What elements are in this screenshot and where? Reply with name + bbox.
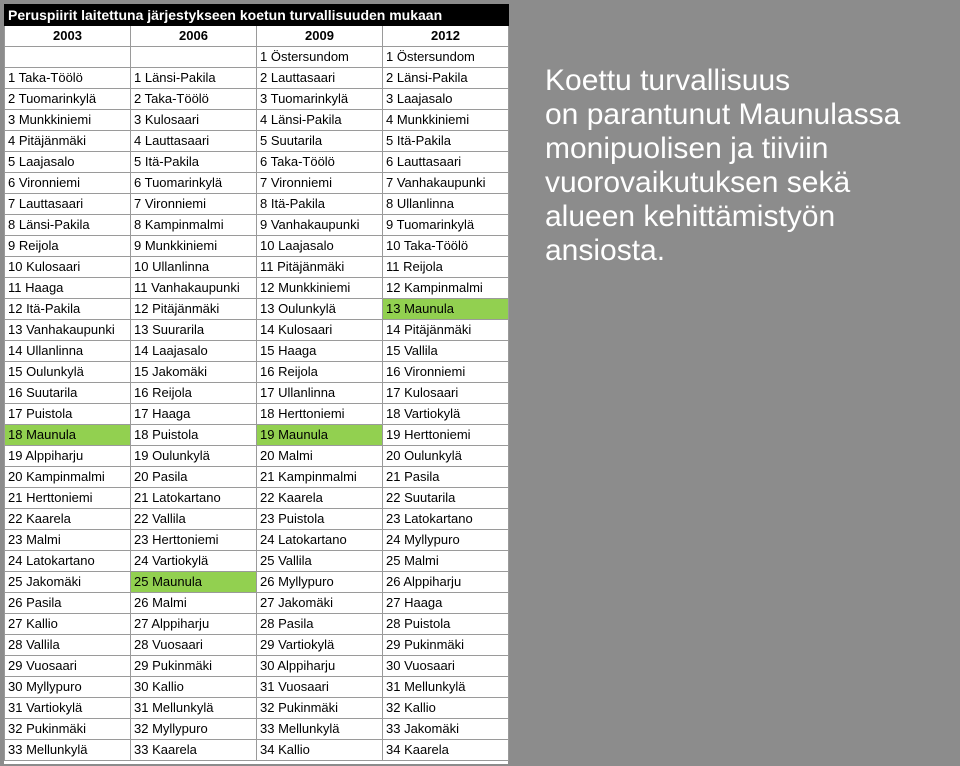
table-cell: 2 Tuomarinkylä xyxy=(5,89,131,110)
table-cell: 9 Tuomarinkylä xyxy=(383,215,509,236)
table-cell: 12 Itä-Pakila xyxy=(5,299,131,320)
table-cell: 7 Vanhakaupunki xyxy=(383,173,509,194)
table-cell: 7 Lauttasaari xyxy=(5,194,131,215)
table-cell: 13 Oulunkylä xyxy=(257,299,383,320)
table-cell: 16 Reijola xyxy=(257,362,383,383)
table-cell: 33 Mellunkylä xyxy=(257,719,383,740)
table-row xyxy=(5,341,509,362)
caption-line: ansiosta. xyxy=(545,234,666,267)
table-cell: 28 Vuosaari xyxy=(131,635,257,656)
table-cell: 28 Puistola xyxy=(383,614,509,635)
table-cell: 31 Vartiokylä xyxy=(5,698,131,719)
table-cell: 29 Vartiokylä xyxy=(257,635,383,656)
table-row xyxy=(5,509,509,530)
table-cell: 30 Myllypuro xyxy=(5,677,131,698)
table-cell: 16 Reijola xyxy=(131,383,257,404)
table-row xyxy=(5,194,509,215)
table-cell: 18 Herttoniemi xyxy=(257,404,383,425)
table-row xyxy=(5,467,509,488)
table-cell: 16 Vironniemi xyxy=(383,362,509,383)
table-row xyxy=(5,173,509,194)
table-cell: 24 Vartiokylä xyxy=(131,551,257,572)
table-cell: 1 Östersundom xyxy=(383,47,509,68)
table-cell: 13 Maunula xyxy=(383,299,509,320)
table-row xyxy=(5,551,509,572)
table-cell: 16 Suutarila xyxy=(5,383,131,404)
table-cell: 14 Kulosaari xyxy=(257,320,383,341)
table-row xyxy=(5,635,509,656)
table-cell: 30 Alppiharju xyxy=(257,656,383,677)
table-row xyxy=(5,131,509,152)
table-cell: 4 Länsi-Pakila xyxy=(257,110,383,131)
table-cell: 17 Ullanlinna xyxy=(257,383,383,404)
table-title-row xyxy=(5,5,509,26)
table-cell: 1 Länsi-Pakila xyxy=(131,68,257,89)
table-row xyxy=(5,488,509,509)
table-cell: 30 Vuosaari xyxy=(383,656,509,677)
table-cell: 19 Oulunkylä xyxy=(131,446,257,467)
table-cell: 22 Vallila xyxy=(131,509,257,530)
table-cell: 20 Kampinmalmi xyxy=(5,467,131,488)
table-header-row xyxy=(5,26,509,47)
table-cell: 7 Vironniemi xyxy=(257,173,383,194)
table-cell: 17 Kulosaari xyxy=(383,383,509,404)
table-cell: 19 Maunula xyxy=(257,425,383,446)
table-row xyxy=(5,383,509,404)
table-cell: 27 Kallio xyxy=(5,614,131,635)
table-row xyxy=(5,593,509,614)
table-cell: 10 Laajasalo xyxy=(257,236,383,257)
table-cell: 29 Vuosaari xyxy=(5,656,131,677)
table-row xyxy=(5,530,509,551)
table-cell: 13 Suurarila xyxy=(131,320,257,341)
table-row xyxy=(5,404,509,425)
table-cell: 11 Reijola xyxy=(383,257,509,278)
table-cell: 23 Latokartano xyxy=(383,509,509,530)
table-cell: 18 Puistola xyxy=(131,425,257,446)
table-row xyxy=(5,236,509,257)
table-cell: 13 Vanhakaupunki xyxy=(5,320,131,341)
table-cell: 5 Suutarila xyxy=(257,131,383,152)
table-cell: 23 Puistola xyxy=(257,509,383,530)
caption-line: alueen kehittämistyön xyxy=(545,200,836,233)
table-cell: 23 Malmi xyxy=(5,530,131,551)
table-row xyxy=(5,299,509,320)
table-cell: 12 Munkkiniemi xyxy=(257,278,383,299)
table-cell: 27 Alppiharju xyxy=(131,614,257,635)
table-cell: 20 Pasila xyxy=(131,467,257,488)
table-cell: 33 Kaarela xyxy=(131,740,257,761)
table-cell: 1 Taka-Töölö xyxy=(5,68,131,89)
caption-line: on parantunut Maunulassa xyxy=(545,98,901,131)
table-cell: 15 Haaga xyxy=(257,341,383,362)
table-cell: 11 Haaga xyxy=(5,278,131,299)
table-cell: 8 Ullanlinna xyxy=(383,194,509,215)
table-cell: 31 Vuosaari xyxy=(257,677,383,698)
table-cell: 3 Tuomarinkylä xyxy=(257,89,383,110)
table-cell: 4 Munkkiniemi xyxy=(383,110,509,131)
year-header: 2012 xyxy=(383,26,509,47)
table-cell: 10 Taka-Töölö xyxy=(383,236,509,257)
table-cell: 20 Oulunkylä xyxy=(383,446,509,467)
table-cell: 28 Pasila xyxy=(257,614,383,635)
table-cell: 19 Herttoniemi xyxy=(383,425,509,446)
table-cell: 22 Suutarila xyxy=(383,488,509,509)
table-cell: 2 Taka-Töölö xyxy=(131,89,257,110)
table-cell: 24 Latokartano xyxy=(5,551,131,572)
table-cell: 29 Pukinmäki xyxy=(383,635,509,656)
table-cell: 24 Latokartano xyxy=(257,530,383,551)
table-cell: 3 Kulosaari xyxy=(131,110,257,131)
table-cell: 29 Pukinmäki xyxy=(131,656,257,677)
table-cell: 32 Pukinmäki xyxy=(257,698,383,719)
table-cell: 32 Pukinmäki xyxy=(5,719,131,740)
table-cell: 3 Munkkiniemi xyxy=(5,110,131,131)
table-cell: 8 Kampinmalmi xyxy=(131,215,257,236)
table-cell: 4 Pitäjänmäki xyxy=(5,131,131,152)
table-cell: 9 Vanhakaupunki xyxy=(257,215,383,236)
table-cell: 15 Jakomäki xyxy=(131,362,257,383)
table-cell: 32 Myllypuro xyxy=(131,719,257,740)
table-cell: 6 Vironniemi xyxy=(5,173,131,194)
table-cell: 14 Ullanlinna xyxy=(5,341,131,362)
year-header: 2009 xyxy=(257,26,383,47)
table-cell: 11 Pitäjänmäki xyxy=(257,257,383,278)
ranking-table xyxy=(4,4,509,761)
table-cell: 5 Itä-Pakila xyxy=(383,131,509,152)
table-cell: 32 Kallio xyxy=(383,698,509,719)
table-cell: 22 Kaarela xyxy=(257,488,383,509)
table-cell: 17 Puistola xyxy=(5,404,131,425)
table-cell: 20 Malmi xyxy=(257,446,383,467)
table-cell: 9 Reijola xyxy=(5,236,131,257)
table-cell: 18 Vartiokylä xyxy=(383,404,509,425)
ranking-table-container xyxy=(4,4,508,764)
table-cell: 34 Kaarela xyxy=(383,740,509,761)
table-body xyxy=(5,47,509,761)
table-cell: 25 Vallila xyxy=(257,551,383,572)
table-row xyxy=(5,152,509,173)
table-cell: 5 Itä-Pakila xyxy=(131,152,257,173)
table-row xyxy=(5,362,509,383)
table-cell: 12 Pitäjänmäki xyxy=(131,299,257,320)
table-cell: 26 Pasila xyxy=(5,593,131,614)
table-cell: 10 Ullanlinna xyxy=(131,257,257,278)
table-cell: 27 Jakomäki xyxy=(257,593,383,614)
table-cell: 22 Kaarela xyxy=(5,509,131,530)
table-cell: 8 Länsi-Pakila xyxy=(5,215,131,236)
table-cell: 33 Jakomäki xyxy=(383,719,509,740)
table-cell: 1 Östersundom xyxy=(257,47,383,68)
table-cell: 18 Maunula xyxy=(5,425,131,446)
table-cell: 27 Haaga xyxy=(383,593,509,614)
table-cell: 21 Kampinmalmi xyxy=(257,467,383,488)
table-cell: 15 Oulunkylä xyxy=(5,362,131,383)
table-cell: 30 Kallio xyxy=(131,677,257,698)
table-cell: 3 Laajasalo xyxy=(383,89,509,110)
table-cell: 6 Tuomarinkylä xyxy=(131,173,257,194)
table-cell: 8 Itä-Pakila xyxy=(257,194,383,215)
table-row xyxy=(5,89,509,110)
table-cell: 5 Laajasalo xyxy=(5,152,131,173)
table-row xyxy=(5,215,509,236)
table-cell: 25 Jakomäki xyxy=(5,572,131,593)
caption-line: Koettu turvallisuus xyxy=(545,64,791,97)
table-cell: 2 Lauttasaari xyxy=(257,68,383,89)
table-cell: 4 Lauttasaari xyxy=(131,131,257,152)
table-cell: 6 Lauttasaari xyxy=(383,152,509,173)
table-cell: 26 Alppiharju xyxy=(383,572,509,593)
table-cell: 25 Maunula xyxy=(131,572,257,593)
table-cell: 7 Vironniemi xyxy=(131,194,257,215)
table-row xyxy=(5,719,509,740)
caption-line: monipuolisen ja tiiviin xyxy=(545,132,829,165)
table-cell: 21 Pasila xyxy=(383,467,509,488)
table-row xyxy=(5,257,509,278)
table-cell: 31 Mellunkylä xyxy=(131,698,257,719)
table-cell: 12 Kampinmalmi xyxy=(383,278,509,299)
table-cell: 15 Vallila xyxy=(383,341,509,362)
table-row xyxy=(5,698,509,719)
table-cell: 14 Pitäjänmäki xyxy=(383,320,509,341)
table-row xyxy=(5,572,509,593)
table-row xyxy=(5,110,509,131)
year-header: 2006 xyxy=(131,26,257,47)
table-cell: 31 Mellunkylä xyxy=(383,677,509,698)
table-cell: 11 Vanhakaupunki xyxy=(131,278,257,299)
caption-line: vuorovaikutuksen sekä xyxy=(545,166,851,199)
table-cell: 25 Malmi xyxy=(383,551,509,572)
table-row xyxy=(5,740,509,761)
table-cell: 6 Taka-Töölö xyxy=(257,152,383,173)
table-cell: 28 Vallila xyxy=(5,635,131,656)
table-cell xyxy=(5,47,131,68)
table-cell: 34 Kallio xyxy=(257,740,383,761)
table-cell: 26 Malmi xyxy=(131,593,257,614)
table-row xyxy=(5,446,509,467)
table-row xyxy=(5,614,509,635)
table-cell: 9 Munkkiniemi xyxy=(131,236,257,257)
table-cell: 17 Haaga xyxy=(131,404,257,425)
caption-text xyxy=(545,64,957,268)
table-row xyxy=(5,425,509,446)
table-cell: 19 Alppiharju xyxy=(5,446,131,467)
table-title: Peruspiirit laitettuna järjestykseen koetun turvallisuuden mukaan xyxy=(5,5,509,26)
table-row xyxy=(5,677,509,698)
table-row xyxy=(5,320,509,341)
table-cell: 14 Laajasalo xyxy=(131,341,257,362)
table-cell: 23 Herttoniemi xyxy=(131,530,257,551)
table-cell: 24 Myllypuro xyxy=(383,530,509,551)
table-cell: 10 Kulosaari xyxy=(5,257,131,278)
table-cell: 2 Länsi-Pakila xyxy=(383,68,509,89)
table-cell: 26 Myllypuro xyxy=(257,572,383,593)
table-row xyxy=(5,68,509,89)
table-row xyxy=(5,656,509,677)
table-row xyxy=(5,278,509,299)
table-cell: 21 Herttoniemi xyxy=(5,488,131,509)
table-cell: 21 Latokartano xyxy=(131,488,257,509)
table-cell: 33 Mellunkylä xyxy=(5,740,131,761)
table-row xyxy=(5,47,509,68)
year-header: 2003 xyxy=(5,26,131,47)
table-cell xyxy=(131,47,257,68)
